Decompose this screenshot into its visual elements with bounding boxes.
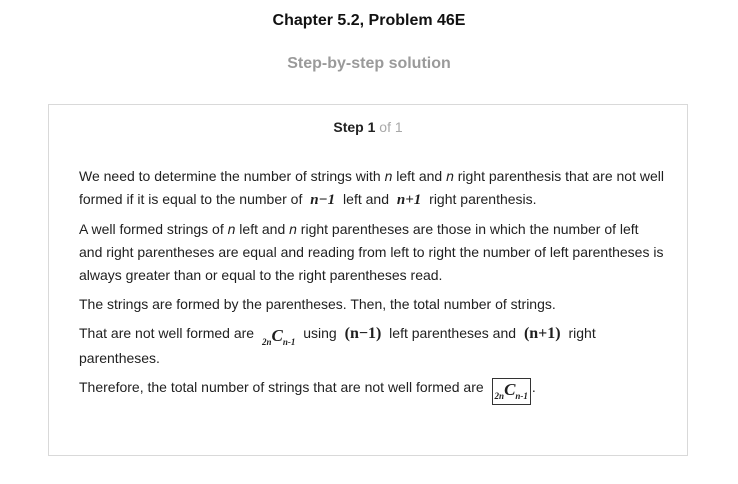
solution-paragraph-5: Therefore, the total number of strings that are not well formed are $_{2n}C_{n-1}$. bbox=[79, 376, 664, 405]
math-n-minus-1: n−1 bbox=[310, 192, 336, 208]
page-title: Chapter 5.2, Problem 46E bbox=[272, 12, 466, 29]
math-paren-n-plus-1: (n+1) bbox=[523, 325, 561, 342]
solution-subtitle: Step-by-step solution bbox=[287, 55, 451, 72]
solution-paragraph-4: That are not well formed are $_{2n}C_{n-1}$ using (n−1) left parentheses and (n+1) right parentheses. bbox=[79, 325, 596, 366]
step-total: of 1 bbox=[379, 119, 403, 135]
math-paren-n-minus-1: (n−1) bbox=[344, 325, 382, 342]
combination-formula: $_{2n}C_{n-1}$ bbox=[261, 326, 296, 347]
solution-paragraph-1: We need to determine the number of strings with n left and n right parenthesis that are not well formed if it is equal to the number of n−1 left and n+1 right parenthesis. bbox=[79, 168, 664, 208]
solution-card bbox=[48, 104, 688, 456]
boxed-answer: $_{2n}C_{n-1}$ bbox=[492, 378, 531, 405]
solution-content bbox=[79, 165, 664, 411]
step-label: Step bbox=[333, 119, 364, 135]
step-number: 1 bbox=[367, 119, 376, 135]
step-header bbox=[49, 119, 687, 135]
solution-paragraph-2: A well formed strings of n left and n right parentheses are those in which the number of left and right parentheses are equal and reading from left to right the number of left parentheses is always greater than or equal to the right parentheses read. bbox=[79, 221, 664, 283]
math-n-plus-1: n+1 bbox=[396, 192, 422, 208]
solution-paragraph-3: The strings are formed by the parentheses. Then, the total number of strings. bbox=[79, 296, 556, 312]
